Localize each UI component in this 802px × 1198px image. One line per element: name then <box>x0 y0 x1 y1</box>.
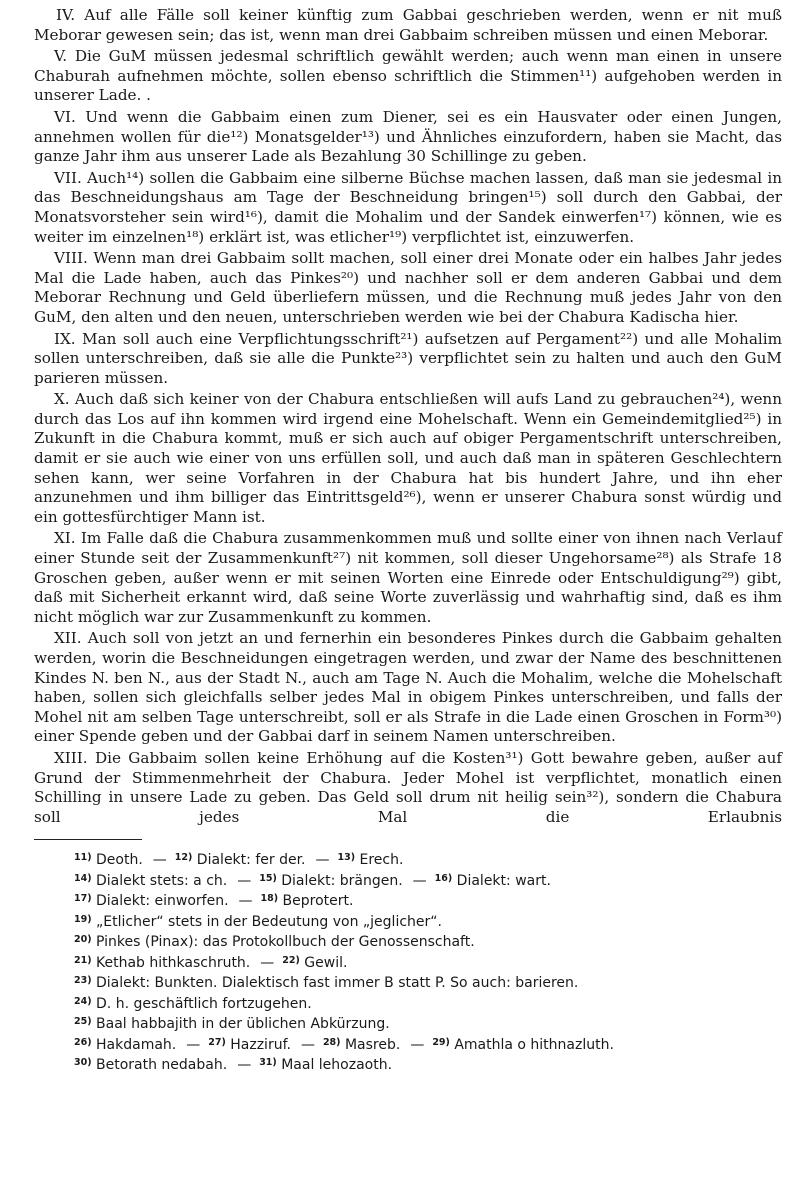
footnote-text: Amathla o hithnazluth. <box>449 1036 614 1053</box>
footnote-text: „Etlicher“ stets in der Bedeutung von „jeglicher“. <box>91 913 442 930</box>
footnote-text: Hazziruf. <box>225 1036 291 1053</box>
paragraph-xiii: XIII. Die Gabbaim sollen keine Erhöhung auf die Kosten³¹) Gott bewahre geben, außer auf Grund der Stimmenmehrheit der Chabura. Jeder Mohel ist verpflichtet, monatlich einen Schilling in unsere Lade zu geben. Das Geld soll drum nit heilig sein³²), sondern die Chabura soll jedes Mal die Erlaubnis <box>34 748 782 826</box>
footnote-separator: — <box>238 893 253 910</box>
footnote-line <box>74 1034 782 1055</box>
footnote-number: 22) <box>282 954 300 966</box>
footnote-number: 23) <box>74 975 92 987</box>
footnote-text: Dialekt: brängen. <box>276 872 403 889</box>
paragraph-viii: VIII. Wenn man drei Gabbaim sollt machen, soll einer drei Monate oder ein halbes Jahr jedes Mal die Lade haben, auch das Pinkes²⁰) und nachher soll er dem anderen Gabbai und dem Meborar Rechnung und Geld überliefern müssen, und die Rechnung muß jedes Jahr von den GuM, den alten und den neuen, unterschrieben werden wie bei der Chabura Kadischa hier. <box>34 249 782 326</box>
paragraph-xii: XII. Auch soll von jetzt an und fernerhin ein besonderes Pinkes durch die Gabbaim gehalten werden, worin die Beschneidungen eingetragen werden, und zwar der Name des beschnittenen Kindes N. ben N., aus der Stadt N., auch am Tage N. Auch die Mohalim, welche die Mohelschaft haben, sollen sich gleichfalls selber jedes Mal in obigem Pinkes unterschreiben, und falls der Mohel nit am selben Tage unterschreibt, soll er als Strafe in die Lade einen Groschen in Form³⁰) einer Spende geben und der Gabbai darf in seinem Namen unterschreiben. <box>34 629 782 746</box>
footnote-number: 24) <box>74 995 92 1007</box>
paragraph-vi: VI. Und wenn die Gabbaim einen zum Diener, sei es ein Hausvater oder einen Jungen, annehmen wollen für die¹²) Monatsgelder¹³) und Ähnliches einzufordern, haben sie Macht, das ganze Jahr ihm aus unserer Lade als Bezahlung 30 Schillinge zu geben. <box>34 107 782 166</box>
footnote-separator: — <box>260 954 275 971</box>
footnote-line <box>74 952 782 973</box>
footnote-number: 16) <box>434 872 453 884</box>
footnote-separator: — <box>237 1057 252 1074</box>
footnote-text: D. h. geschäftlich fortzugehen. <box>91 995 312 1012</box>
footnote-divider <box>34 839 142 840</box>
footnote-number: 26) <box>74 1036 92 1048</box>
paragraph-iv: IV. Auf alle Fälle soll keiner künftig zum Gabbai geschrieben werden, wenn er nit muß Meborar gewesen sein; das ist, wenn man drei Gabbaim schreiben müssen und einen Meborar. <box>34 6 782 44</box>
footnote-text: Baal habbajith in der üblichen Abkürzung. <box>91 1016 390 1033</box>
footnote <box>74 955 250 971</box>
footnote-number: 31) <box>259 1057 277 1069</box>
footnote-line <box>74 890 782 911</box>
footnote-text: Beprotert. <box>278 893 354 910</box>
footnote <box>74 934 475 950</box>
footnote-separator: — <box>315 852 330 869</box>
footnote <box>261 893 354 909</box>
footnote-line <box>74 911 782 932</box>
paragraph-x: X. Auch daß sich keiner von der Chabura entschließen will aufs Land zu gebrauchen²⁴), wenn durch das Los auf ihn kommen wird irgend eine Mohelschaft. Wenn ein Gemeindemitglied²⁵) in Zukunft in die Chabura kommt, muß er sich auch auf obiger Pergamentschrift unterschreiben, damit er sie auch wie einer von uns erfüllen soll, und auch daß man in späteren Geschlechtern sehen kann, wer seine Vorfahren in der Chabura hat bis hundert Jahre, und ihn eher anzunehmen und ihm billiger das Eintrittsgeld²⁶), wenn er unserer Chabura sonst würdig und ein gottesfürchtiger Mann ist. <box>34 390 782 526</box>
footnote-text: Hakdamah. <box>91 1036 177 1053</box>
footnote-line <box>74 993 782 1014</box>
footnote-number: 14) <box>74 872 92 884</box>
footnote-text: Dialekt: wart. <box>452 872 551 889</box>
footnote-text: Deoth. <box>91 852 143 869</box>
main-text <box>34 6 782 827</box>
footnote-number: 21) <box>74 954 92 966</box>
footnote-text: Masreb. <box>340 1036 401 1053</box>
paragraph-xi: XI. Im Falle daß die Chabura zusammenkommen muß und sollte einer von ihnen nach Verlauf einer Stunde seit der Zusammenkunft²⁷) nit kommen, soll dieser Ungehorsame²⁸) als Strafe 18 Groschen geben, außer wenn er mit seinen Worten eine Einrede oder Entschuldigung²⁹) gibt, daß mit Sicherheit erkannt wird, daß seine Worte zuverlässig und wahrhaftig sind, daß es ihm nicht möglich war zur Zusammenkunft zu kommen. <box>34 529 782 626</box>
footnote <box>432 1037 614 1053</box>
footnote <box>74 914 442 930</box>
footnote <box>74 1057 227 1073</box>
footnote-separator: — <box>186 1036 201 1053</box>
footnote <box>323 1037 400 1053</box>
footnote-line <box>74 972 782 993</box>
footnote-number: 25) <box>74 1016 92 1028</box>
footnote-number: 27) <box>208 1036 226 1048</box>
footnote <box>74 852 143 868</box>
footnote <box>338 852 404 868</box>
footnote-separator: — <box>152 852 167 869</box>
footnote-number: 20) <box>74 934 92 946</box>
footnote <box>435 873 551 889</box>
footnote-line <box>74 849 782 870</box>
footnote-text: Erech. <box>355 852 404 869</box>
paragraph-ix: IX. Man soll auch eine Verpflichtungsschrift²¹) aufsetzen auf Pergament²²) und alle Mohalim sollen unterschreiben, daß sie alle die Punkte²³) verpflichtet sein zu halten und auch den GuM parieren müssen. <box>34 329 782 387</box>
footnote-number: 15) <box>259 872 277 884</box>
footnote <box>74 996 312 1012</box>
footnote-number: 29) <box>432 1036 450 1048</box>
footnote-separator: — <box>300 1036 315 1053</box>
footnote-text: Pinkes (Pinax): das Protokollbuch der Genossenschaft. <box>91 934 475 951</box>
footnote <box>259 873 402 889</box>
footnote <box>282 955 347 971</box>
footnote-line <box>74 931 782 952</box>
footnote-separator: — <box>237 872 252 889</box>
footnote-text: Dialekt: Bunkten. Dialektisch fast immer B statt P. So auch: barieren. <box>91 975 579 992</box>
footnote-number: 12) <box>174 852 193 864</box>
footnote-number: 17) <box>74 893 92 905</box>
footnote-number: 13) <box>337 852 356 864</box>
footnote-line <box>74 1054 782 1075</box>
paragraph-vii: VII. Auch¹⁴) sollen die Gabbaim eine silberne Büchse machen lassen, daß man sie jedesmal in das Beschneidungshaus am Tage der Beschneidung bringen¹⁵) soll durch den Gabbai, der Monatsvorsteher sein wird¹⁶), damit die Mohalim und der Sandek einwerfen¹⁷) können, wie es weiter im einzelnen¹⁸) erklärt ist, was etlicher¹⁹) verpflichtet ist, einzuwerfen. <box>34 168 782 246</box>
footnote <box>74 893 229 909</box>
footnote-separator: — <box>410 1036 425 1053</box>
footnote-line <box>74 1013 782 1034</box>
footnote-number: 18) <box>260 893 279 905</box>
footnote-number: 30) <box>74 1057 92 1069</box>
footnote-separator: — <box>412 872 427 889</box>
footnotes <box>34 849 782 1075</box>
footnote <box>175 852 306 868</box>
footnote <box>74 975 578 991</box>
footnote-text: Maal lehozaoth. <box>276 1057 393 1074</box>
footnote-text: Kethab hithkaschruth. <box>91 954 251 971</box>
footnote-text: Dialekt: fer der. <box>192 852 306 869</box>
footnote <box>208 1037 291 1053</box>
footnote <box>259 1057 392 1073</box>
footnote-line <box>74 870 782 891</box>
footnote-text: Betorath nedabah. <box>91 1057 228 1074</box>
footnote-number: 19) <box>74 913 92 925</box>
paragraph-v: V. Die GuM müssen jedesmal schriftlich gewählt werden; auch wenn man einen in unsere Chaburah aufnehmen möchte, sollen ebenso schriftlich die Stimmen¹¹) aufgehoben werden in unserer Lade. . <box>34 47 782 105</box>
footnote-number: 28) <box>322 1036 341 1048</box>
footnote <box>74 1037 176 1053</box>
footnote <box>74 1016 390 1032</box>
footnote-text: Gewil. <box>299 954 348 971</box>
footnote-number: 11) <box>74 852 92 864</box>
footnote <box>74 873 227 889</box>
footnote-text: Dialekt stets: a ch. <box>91 872 228 889</box>
footnote-text: Dialekt: einworfen. <box>91 893 229 910</box>
